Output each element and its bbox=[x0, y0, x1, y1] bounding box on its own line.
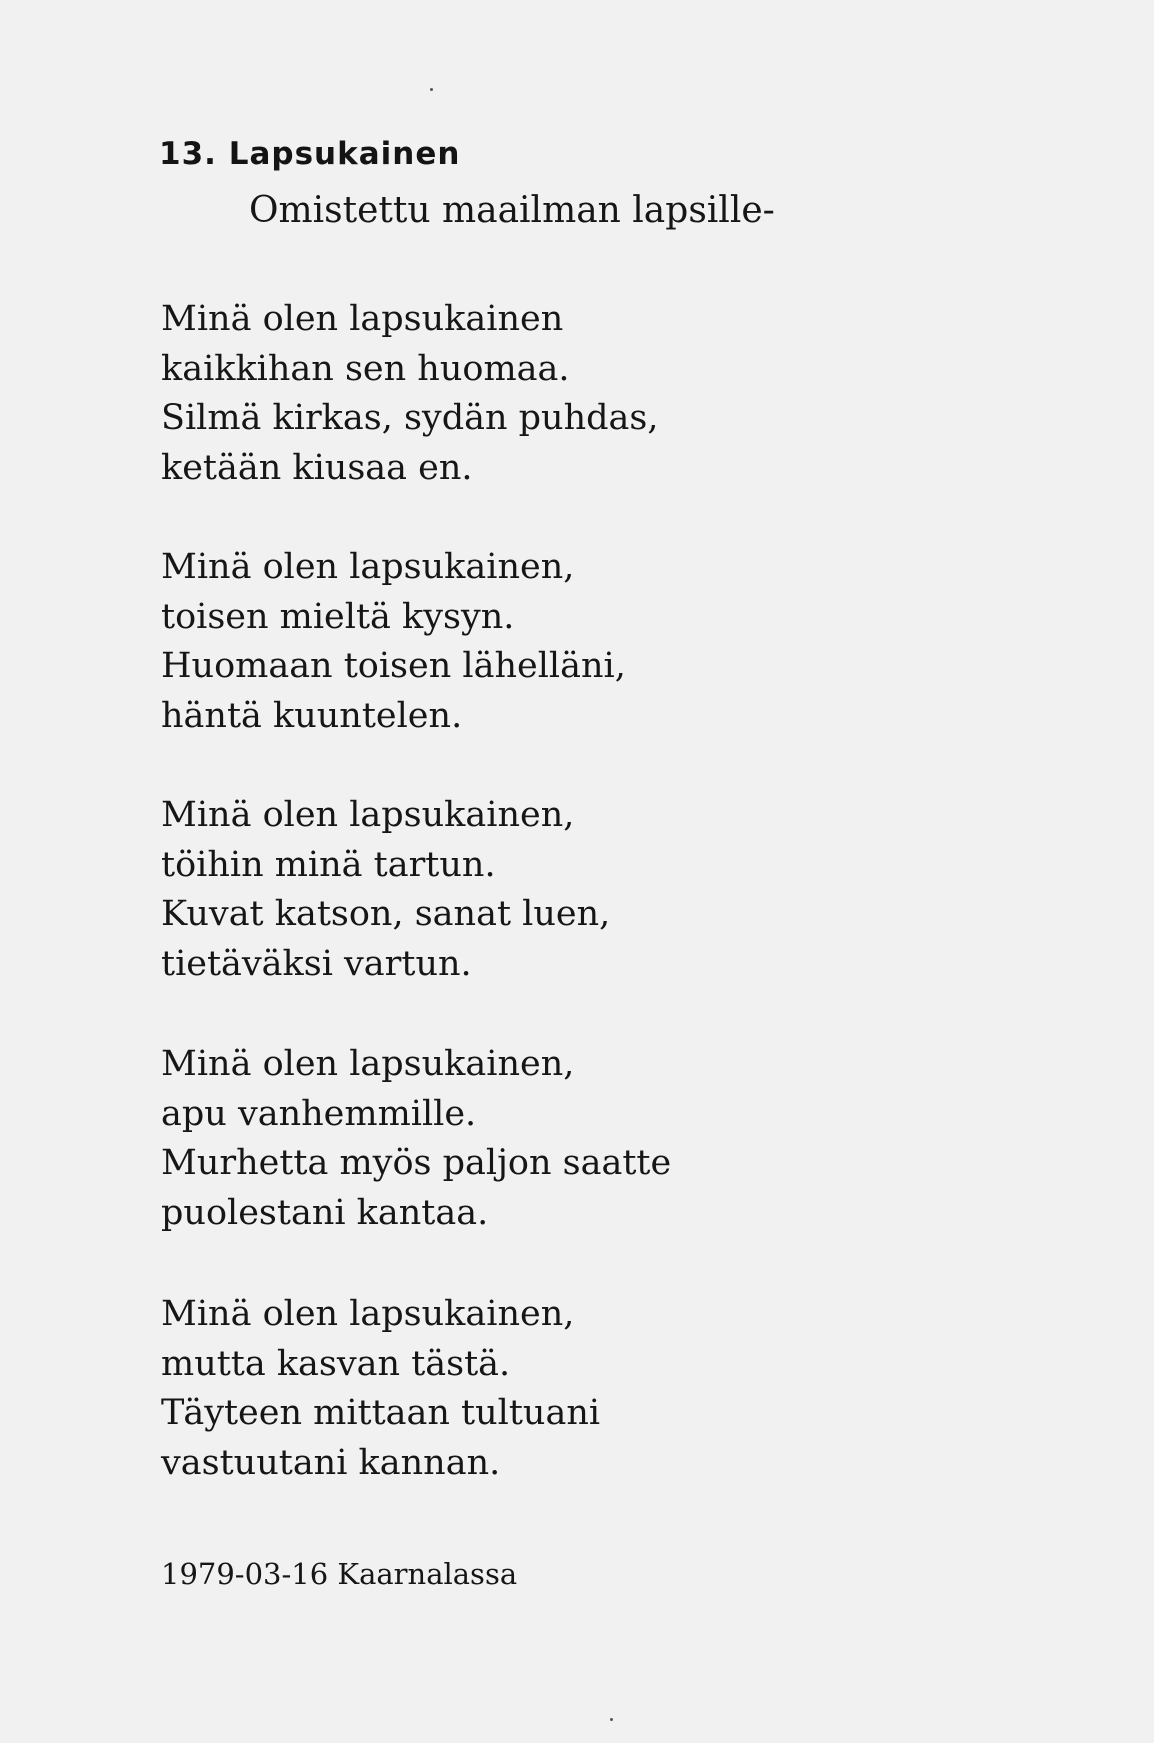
print-speck bbox=[610, 1718, 613, 1721]
stanza-line: Minä olen lapsukainen, bbox=[161, 795, 575, 835]
stanza-line: kaikkihan sen huomaa. bbox=[161, 348, 570, 389]
print-speck bbox=[430, 88, 433, 91]
poem-title: 13. Lapsukainen bbox=[159, 136, 461, 172]
stanza-line: häntä kuuntelen. bbox=[161, 695, 463, 736]
stanza-line: Huomaan toisen lähelläni, bbox=[161, 646, 626, 686]
stanza-line: apu vanhemmille. bbox=[161, 1093, 477, 1134]
stanza-line: Minä olen lapsukainen, bbox=[161, 1294, 575, 1334]
stanza-3 bbox=[161, 791, 610, 989]
stanza-line: toisen mieltä kysyn. bbox=[161, 596, 515, 637]
stanza-line: Minä olen lapsukainen, bbox=[161, 1044, 575, 1084]
stanza-line: Kuvat katson, sanat luen, bbox=[161, 894, 611, 934]
stanza-line: Täyteen mittaan tultuani bbox=[161, 1393, 601, 1433]
stanza-line: puolestani kantaa. bbox=[161, 1192, 489, 1233]
stanza-line: Murhetta myös paljon saatte bbox=[161, 1143, 672, 1183]
stanza-5 bbox=[161, 1290, 600, 1488]
stanza-line: tietäväksi vartun. bbox=[161, 943, 472, 984]
stanza-line: Minä olen lapsukainen bbox=[161, 299, 564, 339]
stanza-line: Silmä kirkas, sydän puhdas, bbox=[161, 398, 659, 438]
poem-dedication: Omistettu maailman lapsille- bbox=[249, 190, 775, 231]
stanza-line: Minä olen lapsukainen, bbox=[161, 547, 575, 587]
stanza-line: ketään kiusaa en. bbox=[161, 447, 473, 488]
stanza-line: mutta kasvan tästä. bbox=[161, 1343, 511, 1384]
stanza-4 bbox=[161, 1040, 671, 1238]
stanza-line: vastuutani kannan. bbox=[161, 1442, 501, 1483]
stanza-line: töihin minä tartun. bbox=[161, 844, 496, 885]
stanza-1 bbox=[161, 295, 659, 493]
stanza-2 bbox=[161, 543, 626, 741]
date-place-signature: 1979-03-16 Kaarnalassa bbox=[161, 1557, 518, 1591]
